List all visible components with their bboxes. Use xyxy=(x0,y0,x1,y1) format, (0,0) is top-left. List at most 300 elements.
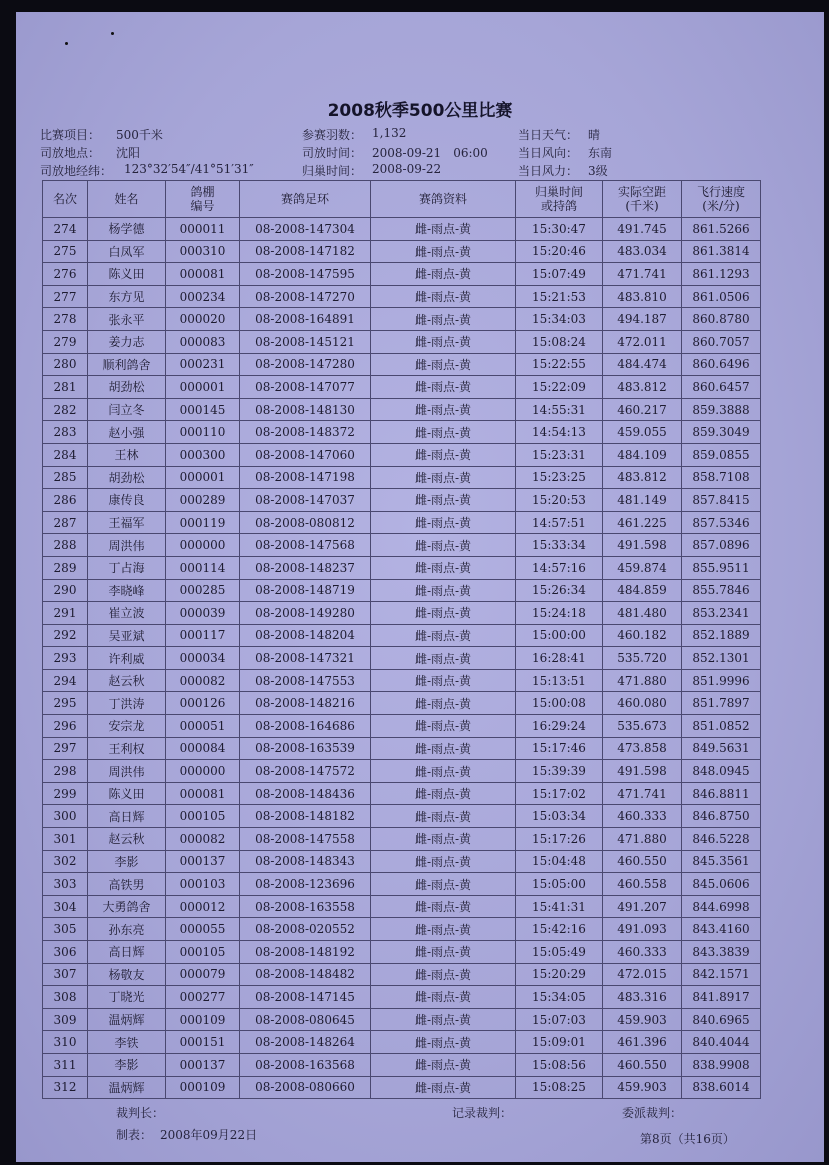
table-row xyxy=(43,1076,761,1099)
ring-cell: 08-2008-149280 xyxy=(240,602,371,625)
rank-cell: 312 xyxy=(43,1076,88,1099)
distance-cell: 460.217 xyxy=(603,398,682,421)
entries-value: 1,132 xyxy=(372,126,407,140)
distance-cell: 460.333 xyxy=(603,805,682,828)
rank-cell: 284 xyxy=(43,443,88,466)
prepared-date: 2008年09月22日 xyxy=(160,1128,258,1142)
return-time-cell: 15:23:25 xyxy=(516,466,603,489)
ring-cell: 08-2008-148264 xyxy=(240,1031,371,1054)
table-row xyxy=(43,1031,761,1054)
rank-cell: 274 xyxy=(43,218,88,241)
ring-cell: 08-2008-147321 xyxy=(240,647,371,670)
distance-cell: 484.109 xyxy=(603,443,682,466)
speed-cell: 857.8415 xyxy=(682,489,761,512)
distance-cell: 460.333 xyxy=(603,941,682,964)
name-cell: 康传良 xyxy=(88,489,166,512)
table-row xyxy=(43,285,761,308)
table-row xyxy=(43,376,761,399)
return-time-cell: 15:05:00 xyxy=(516,873,603,896)
name-cell: 赵小强 xyxy=(88,421,166,444)
header-return-time: 归巢时间 或持鸽 xyxy=(516,181,603,218)
release-time-label: 司放时间： xyxy=(302,146,363,160)
distance-cell: 460.182 xyxy=(603,624,682,647)
loft-no-cell: 000110 xyxy=(166,421,240,444)
table-row xyxy=(43,534,761,557)
distance-cell: 483.034 xyxy=(603,240,682,263)
ring-cell: 08-2008-148182 xyxy=(240,805,371,828)
rank-cell: 275 xyxy=(43,240,88,263)
distance-cell: 459.874 xyxy=(603,556,682,579)
info-cell: 雌-雨点-黄 xyxy=(371,692,516,715)
name-cell: 陈义田 xyxy=(88,782,166,805)
ring-cell: 08-2008-147558 xyxy=(240,828,371,851)
name-cell: 王福军 xyxy=(88,511,166,534)
loft-no-cell: 000114 xyxy=(166,556,240,579)
ring-cell: 08-2008-147304 xyxy=(240,218,371,241)
table-row xyxy=(43,850,761,873)
speed-cell: 859.3888 xyxy=(682,398,761,421)
loft-no-cell: 000084 xyxy=(166,737,240,760)
header-info: 赛鸽资料 xyxy=(371,181,516,218)
ring-cell: 08-2008-080812 xyxy=(240,511,371,534)
wind-force-value: 3级 xyxy=(588,164,608,178)
ring-cell: 08-2008-148482 xyxy=(240,963,371,986)
info-cell: 雌-雨点-黄 xyxy=(371,466,516,489)
loft-no-cell: 000105 xyxy=(166,941,240,964)
ring-cell: 08-2008-147060 xyxy=(240,443,371,466)
table-row xyxy=(43,647,761,670)
speed-cell: 861.5266 xyxy=(682,218,761,241)
table-row xyxy=(43,489,761,512)
speed-cell: 845.3561 xyxy=(682,850,761,873)
rank-cell: 298 xyxy=(43,760,88,783)
ring-cell: 08-2008-164891 xyxy=(240,308,371,331)
info-cell: 雌-雨点-黄 xyxy=(371,511,516,534)
info-cell: 雌-雨点-黄 xyxy=(371,285,516,308)
name-cell: 丁占海 xyxy=(88,556,166,579)
ring-cell: 08-2008-148372 xyxy=(240,421,371,444)
info-cell: 雌-雨点-黄 xyxy=(371,895,516,918)
return-time-cell: 15:24:18 xyxy=(516,602,603,625)
name-cell: 安宗龙 xyxy=(88,715,166,738)
return-time-cell: 15:21:53 xyxy=(516,285,603,308)
loft-no-cell: 000145 xyxy=(166,398,240,421)
table-row xyxy=(43,466,761,489)
table-row xyxy=(43,308,761,331)
table-row xyxy=(43,805,761,828)
wind-dir-value: 东南 xyxy=(588,146,613,160)
rank-cell: 283 xyxy=(43,421,88,444)
return-time-cell: 15:17:46 xyxy=(516,737,603,760)
info-cell: 雌-雨点-黄 xyxy=(371,941,516,964)
ring-cell: 08-2008-147270 xyxy=(240,285,371,308)
speed-cell: 841.8917 xyxy=(682,986,761,1009)
rank-cell: 303 xyxy=(43,873,88,896)
release-place-value: 沈阳 xyxy=(116,146,141,160)
name-cell: 王林 xyxy=(88,443,166,466)
ring-cell: 08-2008-164686 xyxy=(240,715,371,738)
info-cell: 雌-雨点-黄 xyxy=(371,534,516,557)
distance-cell: 484.859 xyxy=(603,579,682,602)
distance-cell: 483.316 xyxy=(603,986,682,1009)
ring-cell: 08-2008-163568 xyxy=(240,1053,371,1076)
name-cell: 吴亚斌 xyxy=(88,624,166,647)
name-cell: 丁洪涛 xyxy=(88,692,166,715)
return-time-cell: 15:08:25 xyxy=(516,1076,603,1099)
name-cell: 顺利鸽舍 xyxy=(88,353,166,376)
table-row xyxy=(43,421,761,444)
table-row xyxy=(43,443,761,466)
name-cell: 胡劲松 xyxy=(88,466,166,489)
table-row xyxy=(43,963,761,986)
info-cell: 雌-雨点-黄 xyxy=(371,1053,516,1076)
header-speed: 飞行速度 (米/分) xyxy=(682,181,761,218)
loft-no-cell: 000051 xyxy=(166,715,240,738)
loft-no-cell: 000103 xyxy=(166,873,240,896)
info-cell: 雌-雨点-黄 xyxy=(371,1031,516,1054)
info-cell: 雌-雨点-黄 xyxy=(371,669,516,692)
distance-cell: 460.550 xyxy=(603,1053,682,1076)
return-time-cell: 15:20:46 xyxy=(516,240,603,263)
speed-cell: 843.4160 xyxy=(682,918,761,941)
loft-no-cell: 000000 xyxy=(166,534,240,557)
table-row xyxy=(43,895,761,918)
ring-cell: 08-2008-148130 xyxy=(240,398,371,421)
loft-no-cell: 000234 xyxy=(166,285,240,308)
table-row xyxy=(43,918,761,941)
info-cell: 雌-雨点-黄 xyxy=(371,218,516,241)
rank-cell: 286 xyxy=(43,489,88,512)
rank-cell: 281 xyxy=(43,376,88,399)
info-cell: 雌-雨点-黄 xyxy=(371,828,516,851)
return-time-cell: 15:00:00 xyxy=(516,624,603,647)
speck xyxy=(111,32,114,35)
distance-cell: 494.187 xyxy=(603,308,682,331)
info-cell: 雌-雨点-黄 xyxy=(371,963,516,986)
info-cell: 雌-雨点-黄 xyxy=(371,489,516,512)
ring-cell: 08-2008-148192 xyxy=(240,941,371,964)
speed-cell: 855.7846 xyxy=(682,579,761,602)
table-row xyxy=(43,1053,761,1076)
distance-cell: 460.558 xyxy=(603,873,682,896)
name-cell: 姜力志 xyxy=(88,330,166,353)
ring-cell: 08-2008-148436 xyxy=(240,782,371,805)
name-cell: 东方见 xyxy=(88,285,166,308)
name-cell: 李晓峰 xyxy=(88,579,166,602)
info-cell: 雌-雨点-黄 xyxy=(371,240,516,263)
rank-cell: 307 xyxy=(43,963,88,986)
return-time-cell: 15:26:34 xyxy=(516,579,603,602)
return-time-cell: 15:42:16 xyxy=(516,918,603,941)
info-cell: 雌-雨点-黄 xyxy=(371,398,516,421)
rank-cell: 305 xyxy=(43,918,88,941)
table-row xyxy=(43,263,761,286)
loft-no-cell: 000001 xyxy=(166,376,240,399)
result-sheet xyxy=(16,12,824,1162)
distance-cell: 483.812 xyxy=(603,376,682,399)
return-time-cell: 15:20:29 xyxy=(516,963,603,986)
speed-cell: 861.0506 xyxy=(682,285,761,308)
return-time-cell: 14:54:13 xyxy=(516,421,603,444)
rank-cell: 287 xyxy=(43,511,88,534)
speed-cell: 849.5631 xyxy=(682,737,761,760)
chief-referee-label: 裁判长： xyxy=(116,1106,165,1120)
name-cell: 李影 xyxy=(88,1053,166,1076)
loft-no-cell: 000277 xyxy=(166,986,240,1009)
distance-cell: 481.480 xyxy=(603,602,682,625)
speed-cell: 843.3839 xyxy=(682,941,761,964)
name-cell: 高铁男 xyxy=(88,873,166,896)
speed-cell: 861.1293 xyxy=(682,263,761,286)
ring-cell: 08-2008-148237 xyxy=(240,556,371,579)
return-time-cell: 15:13:51 xyxy=(516,669,603,692)
name-cell: 陈义田 xyxy=(88,263,166,286)
rank-cell: 285 xyxy=(43,466,88,489)
name-cell: 孙东亮 xyxy=(88,918,166,941)
ring-cell: 08-2008-147198 xyxy=(240,466,371,489)
distance-cell: 459.903 xyxy=(603,1008,682,1031)
ring-cell: 08-2008-147280 xyxy=(240,353,371,376)
table-row xyxy=(43,353,761,376)
rank-cell: 294 xyxy=(43,669,88,692)
ring-cell: 08-2008-148204 xyxy=(240,624,371,647)
loft-no-cell: 000034 xyxy=(166,647,240,670)
speed-cell: 846.8750 xyxy=(682,805,761,828)
ring-cell: 08-2008-147145 xyxy=(240,986,371,1009)
loft-no-cell: 000109 xyxy=(166,1008,240,1031)
info-cell: 雌-雨点-黄 xyxy=(371,850,516,873)
ring-cell: 08-2008-145121 xyxy=(240,330,371,353)
speed-cell: 857.5346 xyxy=(682,511,761,534)
header-loft-no: 鸽棚 编号 xyxy=(166,181,240,218)
name-cell: 周洪伟 xyxy=(88,534,166,557)
loft-no-cell: 000300 xyxy=(166,443,240,466)
speed-cell: 852.1301 xyxy=(682,647,761,670)
name-cell: 周洪伟 xyxy=(88,760,166,783)
return-time-cell: 15:41:31 xyxy=(516,895,603,918)
speed-cell: 855.9511 xyxy=(682,556,761,579)
rank-cell: 291 xyxy=(43,602,88,625)
info-cell: 雌-雨点-黄 xyxy=(371,715,516,738)
return-time-cell: 15:34:03 xyxy=(516,308,603,331)
table-row xyxy=(43,986,761,1009)
speed-cell: 844.6998 xyxy=(682,895,761,918)
return-time-cell: 15:34:05 xyxy=(516,986,603,1009)
rank-cell: 300 xyxy=(43,805,88,828)
speed-cell: 860.7057 xyxy=(682,330,761,353)
speed-cell: 860.8780 xyxy=(682,308,761,331)
speed-cell: 845.0606 xyxy=(682,873,761,896)
return-time-cell: 15:07:49 xyxy=(516,263,603,286)
rank-cell: 297 xyxy=(43,737,88,760)
recorder-label: 记录裁判： xyxy=(452,1106,513,1120)
distance-cell: 460.080 xyxy=(603,692,682,715)
rank-cell: 310 xyxy=(43,1031,88,1054)
info-cell: 雌-雨点-黄 xyxy=(371,873,516,896)
distance-cell: 483.810 xyxy=(603,285,682,308)
name-cell: 白凤军 xyxy=(88,240,166,263)
rank-cell: 308 xyxy=(43,986,88,1009)
ring-cell: 08-2008-147182 xyxy=(240,240,371,263)
return-time-cell: 15:30:47 xyxy=(516,218,603,241)
table-header-row xyxy=(43,181,761,218)
return-time-cell: 15:08:24 xyxy=(516,330,603,353)
rank-cell: 304 xyxy=(43,895,88,918)
return-time-cell: 14:55:31 xyxy=(516,398,603,421)
rank-cell: 306 xyxy=(43,941,88,964)
info-cell: 雌-雨点-黄 xyxy=(371,760,516,783)
rank-cell: 293 xyxy=(43,647,88,670)
speed-cell: 858.7108 xyxy=(682,466,761,489)
results-body xyxy=(43,218,761,1099)
speed-cell: 851.9996 xyxy=(682,669,761,692)
loft-no-cell: 000119 xyxy=(166,511,240,534)
table-row xyxy=(43,398,761,421)
name-cell: 杨敬友 xyxy=(88,963,166,986)
ring-cell: 08-2008-147568 xyxy=(240,534,371,557)
rank-cell: 280 xyxy=(43,353,88,376)
speed-cell: 840.6965 xyxy=(682,1008,761,1031)
name-cell: 李铁 xyxy=(88,1031,166,1054)
rank-cell: 292 xyxy=(43,624,88,647)
ring-cell: 08-2008-148216 xyxy=(240,692,371,715)
name-cell: 大勇鸽舍 xyxy=(88,895,166,918)
table-row xyxy=(43,330,761,353)
loft-no-cell: 000289 xyxy=(166,489,240,512)
speed-cell: 842.1571 xyxy=(682,963,761,986)
rank-cell: 296 xyxy=(43,715,88,738)
table-row xyxy=(43,511,761,534)
name-cell: 许利威 xyxy=(88,647,166,670)
table-row xyxy=(43,692,761,715)
return-time-cell: 15:05:49 xyxy=(516,941,603,964)
ring-cell: 08-2008-163558 xyxy=(240,895,371,918)
header-ring: 赛鸽足环 xyxy=(240,181,371,218)
loft-no-cell: 000081 xyxy=(166,263,240,286)
speed-cell: 840.4044 xyxy=(682,1031,761,1054)
ring-cell: 08-2008-147037 xyxy=(240,489,371,512)
ring-cell: 08-2008-147595 xyxy=(240,263,371,286)
table-row xyxy=(43,782,761,805)
table-row xyxy=(43,602,761,625)
speed-cell: 838.6014 xyxy=(682,1076,761,1099)
loft-no-cell: 000137 xyxy=(166,1053,240,1076)
release-place-label: 司放地点： xyxy=(40,146,101,160)
rank-cell: 295 xyxy=(43,692,88,715)
loft-no-cell: 000137 xyxy=(166,850,240,873)
rank-cell: 288 xyxy=(43,534,88,557)
info-cell: 雌-雨点-黄 xyxy=(371,263,516,286)
prepared-label: 制表： xyxy=(116,1128,153,1142)
loft-no-cell: 000001 xyxy=(166,466,240,489)
name-cell: 高日辉 xyxy=(88,805,166,828)
name-cell: 温炳辉 xyxy=(88,1076,166,1099)
speed-cell: 846.8811 xyxy=(682,782,761,805)
table-row xyxy=(43,218,761,241)
rank-cell: 309 xyxy=(43,1008,88,1031)
return-time-cell: 15:33:34 xyxy=(516,534,603,557)
rank-cell: 302 xyxy=(43,850,88,873)
return-time-cell: 15:22:55 xyxy=(516,353,603,376)
speed-cell: 838.9908 xyxy=(682,1053,761,1076)
ring-cell: 08-2008-123696 xyxy=(240,873,371,896)
loft-no-cell: 000310 xyxy=(166,240,240,263)
speed-cell: 846.5228 xyxy=(682,828,761,851)
loft-no-cell: 000012 xyxy=(166,895,240,918)
table-row xyxy=(43,240,761,263)
ring-cell: 08-2008-147077 xyxy=(240,376,371,399)
return-time-cell: 15:23:31 xyxy=(516,443,603,466)
ring-cell: 08-2008-020552 xyxy=(240,918,371,941)
info-cell: 雌-雨点-黄 xyxy=(371,986,516,1009)
name-cell: 王利权 xyxy=(88,737,166,760)
delegate-label: 委派裁判： xyxy=(622,1106,683,1120)
name-cell: 崔立波 xyxy=(88,602,166,625)
return-time-cell: 15:03:34 xyxy=(516,805,603,828)
table-row xyxy=(43,737,761,760)
distance-cell: 459.903 xyxy=(603,1076,682,1099)
loft-no-cell: 000117 xyxy=(166,624,240,647)
speed-cell: 857.0896 xyxy=(682,534,761,557)
return-time-cell: 14:57:16 xyxy=(516,556,603,579)
distance-cell: 460.550 xyxy=(603,850,682,873)
speed-cell: 859.0855 xyxy=(682,443,761,466)
distance-cell: 471.741 xyxy=(603,782,682,805)
rank-cell: 277 xyxy=(43,285,88,308)
loft-no-cell: 000151 xyxy=(166,1031,240,1054)
name-cell: 丁晓光 xyxy=(88,986,166,1009)
loft-no-cell: 000109 xyxy=(166,1076,240,1099)
info-cell: 雌-雨点-黄 xyxy=(371,421,516,444)
return-time-cell: 15:17:02 xyxy=(516,782,603,805)
name-cell: 赵云秋 xyxy=(88,828,166,851)
return-time-cell: 15:08:56 xyxy=(516,1053,603,1076)
header-distance: 实际空距 (千米) xyxy=(603,181,682,218)
release-time-value: 2008-09-21 06:00 xyxy=(372,146,488,160)
page-info: 第8页（共16页） xyxy=(640,1132,735,1146)
name-cell: 杨学德 xyxy=(88,218,166,241)
ring-cell: 08-2008-147553 xyxy=(240,669,371,692)
name-cell: 闫立冬 xyxy=(88,398,166,421)
loft-no-cell: 000000 xyxy=(166,760,240,783)
ring-cell: 08-2008-148343 xyxy=(240,850,371,873)
ring-cell: 08-2008-147572 xyxy=(240,760,371,783)
weather-label: 当日天气： xyxy=(518,128,579,142)
loft-no-cell: 000081 xyxy=(166,782,240,805)
speed-cell: 852.1889 xyxy=(682,624,761,647)
return-time-cell: 15:09:01 xyxy=(516,1031,603,1054)
header-name: 姓名 xyxy=(88,181,166,218)
loft-no-cell: 000105 xyxy=(166,805,240,828)
coords-label: 司放地经纬： xyxy=(40,164,113,178)
name-cell: 张永平 xyxy=(88,308,166,331)
return-time-cell: 15:39:39 xyxy=(516,760,603,783)
distance-cell: 461.225 xyxy=(603,511,682,534)
speed-cell: 861.3814 xyxy=(682,240,761,263)
ring-cell: 08-2008-080660 xyxy=(240,1076,371,1099)
loft-no-cell: 000082 xyxy=(166,669,240,692)
loft-no-cell: 000231 xyxy=(166,353,240,376)
rank-cell: 278 xyxy=(43,308,88,331)
rank-cell: 299 xyxy=(43,782,88,805)
return-time-cell: 15:20:53 xyxy=(516,489,603,512)
info-cell: 雌-雨点-黄 xyxy=(371,602,516,625)
project-label: 比赛项目： xyxy=(40,128,101,142)
loft-no-cell: 000055 xyxy=(166,918,240,941)
return-time-cell: 15:22:09 xyxy=(516,376,603,399)
distance-cell: 461.396 xyxy=(603,1031,682,1054)
speed-cell: 859.3049 xyxy=(682,421,761,444)
